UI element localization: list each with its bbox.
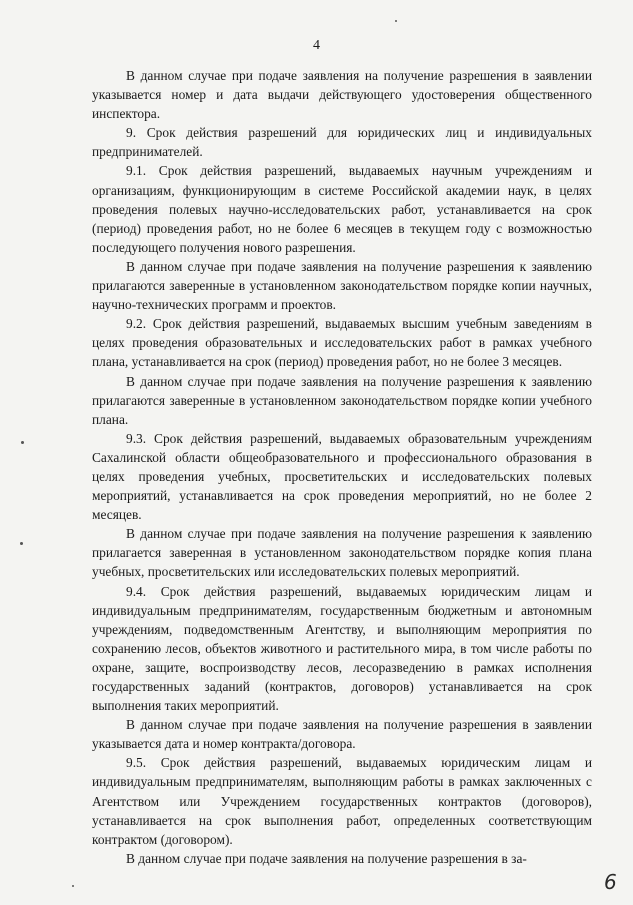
paragraph: В данном случае при подаче заявления на получение разрешения к заявлению прилагаются заверенные в установленном законодательством порядке копии учебного плана. — [92, 373, 592, 427]
paragraph: 9.3. Срок действия разрешений, выдаваемых образовательным учреждениям Сахалинской области общеобразовательного и профессионального образования в целях проведения учебных, просветительских и исследовательских полевых мероприятий, устанавливается на срок проведения мероприятий, но не более 2 месяцев. — [92, 430, 592, 523]
document-body — [92, 66, 592, 868]
scan-speck — [21, 441, 24, 444]
page-number: 4 — [313, 38, 320, 53]
paragraph: В данном случае при подаче заявления на получение разрешения к заявлению прилагаются заверенные в установленном законодательством порядке копии научных, научно-технических программ и проектов. — [92, 258, 592, 313]
paragraph: В данном случае при подаче заявления на получение разрешения в за- — [126, 850, 527, 866]
scan-speck — [20, 542, 23, 545]
paragraph: 9.2. Срок действия разрешений, выдаваемых высшим учебным заведениям в целях проведения образовательных и исследовательских работ в рамках учебного плана, устанавливается на срок (период) проведения работ, но не более 3 месяцев. — [92, 316, 592, 370]
paragraph: 9. Срок действия разрешений для юридических лиц и индивидуальных предпринимателей. — [92, 125, 592, 160]
scan-speck — [72, 885, 74, 887]
handwritten-page-number: 6 — [604, 870, 617, 894]
paragraph: 9.4. Срок действия разрешений, выдаваемых юридическим лицам и индивидуальным предпринимателям, государственным бюджетным и автономным учреждениям, подведомственным Агентству, и выполняющим мероприятия по сохранению лесов, объектов животного и растительного мира, в том числе работы по охране, защите, воспроизводству лесов, лесоразведению в рамках исполнения государственных заданий (контрактов, договоров) устанавливается на срок выполнения таких мероприятий. — [92, 583, 592, 714]
paragraph: 9.5. Срок действия разрешений, выдаваемых юридическим лицам и индивидуальным предпринимателям, выполняющим работы в рамках заключенных с Агентством или Учреждением государственных контрактов (договоров), устанавливается на срок выполнения работ, определенных соответствующим контрактом (договором). — [92, 755, 592, 847]
paragraph: 9.1. Срок действия разрешений, выдаваемых научным учреждениям и организациям, функционирующим в системе Российской академии наук, в целях проведения полевых научно-исследовательских работ, устанавливается на срок (период) проведения работ, но не более 6 месяцев в текущем году с возможностью последующего получения нового разрешения. — [92, 163, 592, 255]
scan-speck — [395, 20, 397, 22]
paragraph: В данном случае при подаче заявления на получение разрешения в заявлении указывается дата и номер контракта/договора. — [92, 717, 592, 752]
paragraph: В данном случае при подаче заявления на получение разрешения в заявлении указывается номер и дата выдачи действующего удостоверения общественного инспектора. — [92, 68, 592, 122]
paragraph: В данном случае при подаче заявления на получение разрешения к заявлению прилагается заверенная в установленном законодательством порядке копия плана учебных, просветительских или исследовательских полевых мероприятий. — [92, 526, 592, 580]
